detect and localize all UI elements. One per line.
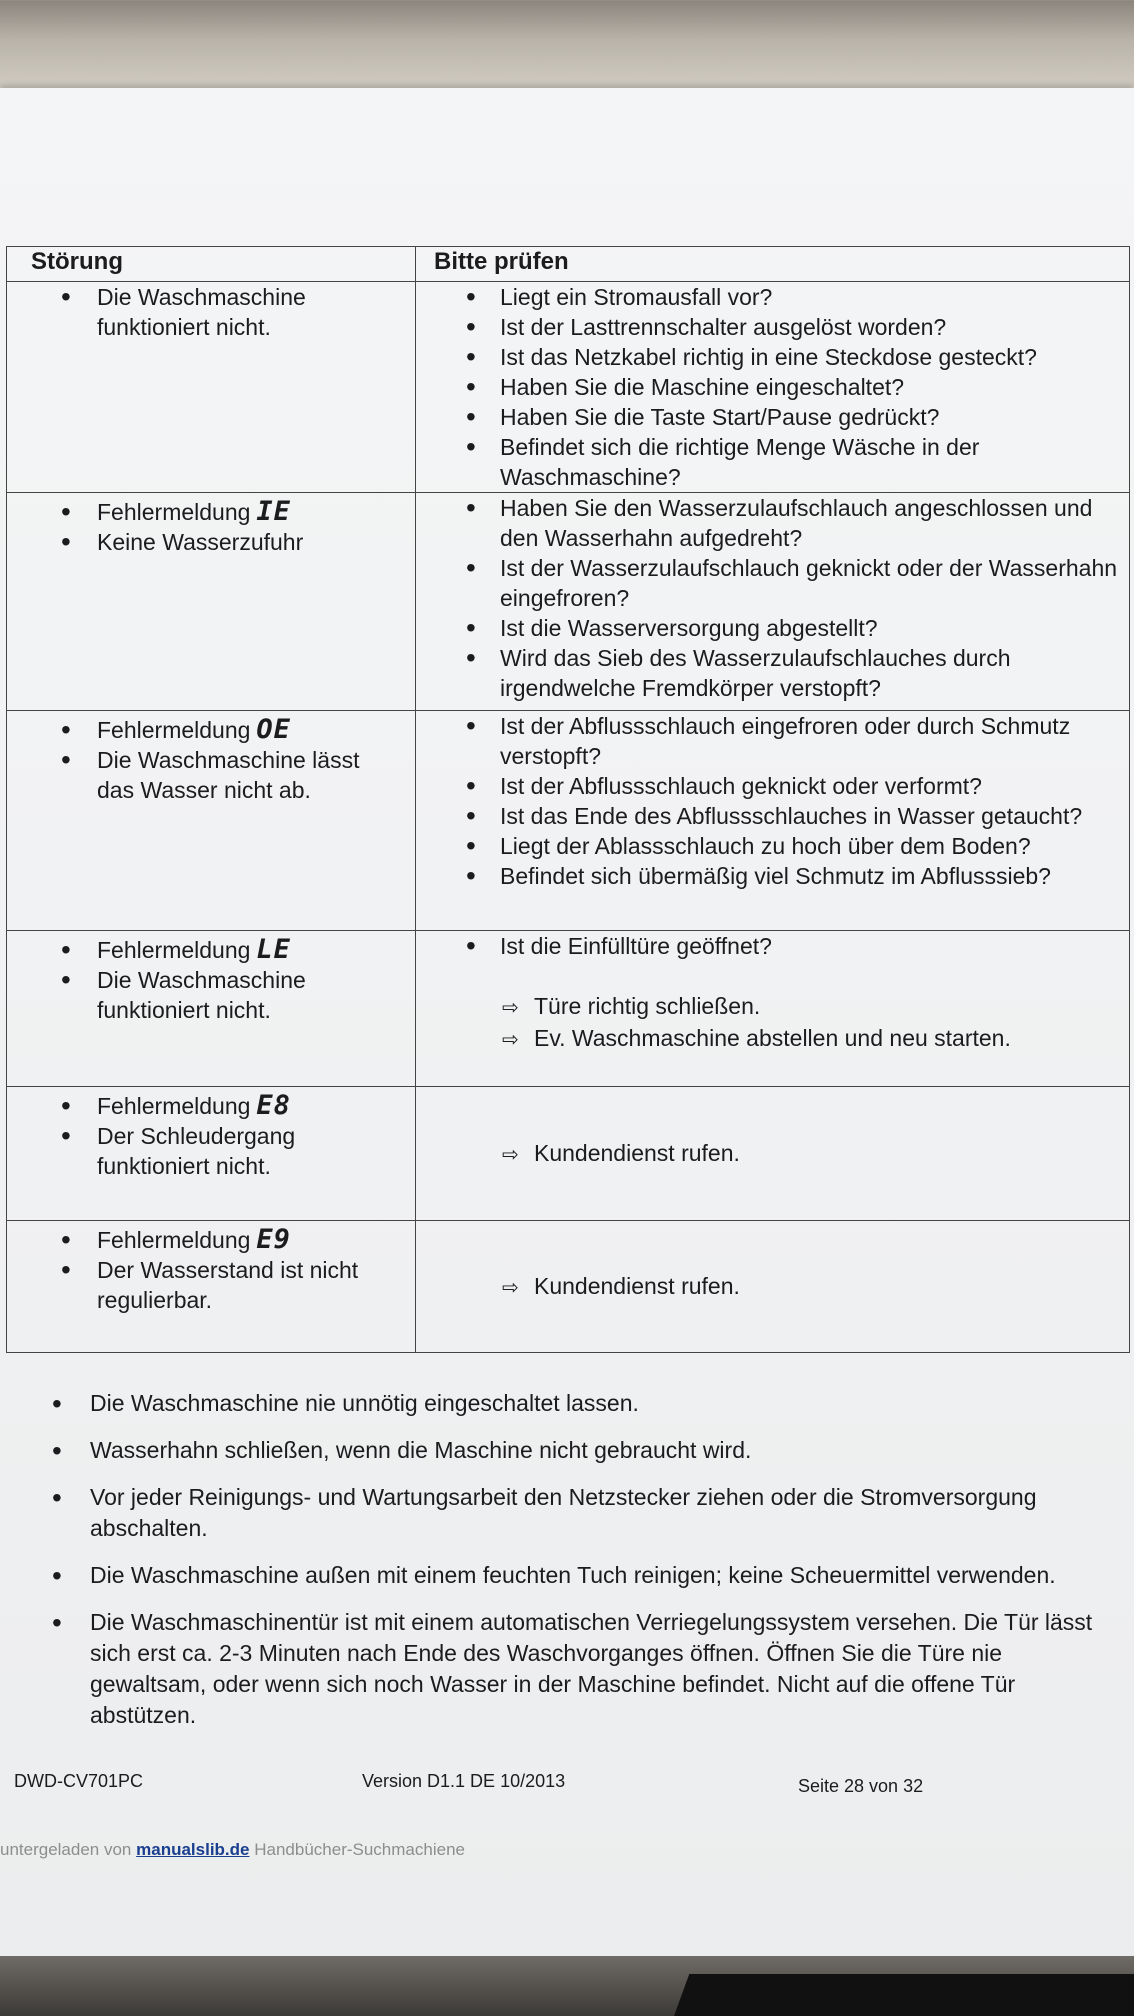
fault-cell <box>7 931 416 1087</box>
check-item: • Ist die Wasserversorgung abgestellt? <box>500 613 1123 643</box>
fault-description: • Die Waschmaschine funktioniert nicht. <box>97 282 375 342</box>
check-item: • Haben Sie die Maschine eingeschaltet? <box>500 372 1123 402</box>
note-item: • Die Waschmaschinentür ist mit einem automatischen Verriegelungssystem versehen. Die Tür lässt sich erst ca. 2-3 Minuten nach Ende des Waschvorganges öffnen. Öffnen Sie die Türe nie gewaltsam, oder wenn sich noch Wasser in der Maschine befindet. Nicht auf die offene Tür abstützen. <box>90 1607 1100 1731</box>
note-item: • Wasserhahn schließen, wenn die Maschine nicht gebraucht wird. <box>90 1435 1100 1466</box>
error-code: E8 <box>256 1090 291 1121</box>
action-line <box>416 1138 1129 1170</box>
action-line <box>416 991 1129 1023</box>
check-item: • Ist die Einfülltüre geöffnet? <box>500 931 1129 961</box>
table-row <box>7 282 1130 493</box>
table-header-row <box>7 247 1130 282</box>
credit-site-link[interactable]: manualslib.de <box>136 1840 250 1859</box>
background-surface <box>0 1956 1134 2016</box>
fault-cell <box>7 1221 416 1353</box>
check-item: • Befindet sich übermäßig viel Schmutz im Abflusssieb? <box>500 861 1123 891</box>
error-message-line <box>97 715 375 745</box>
table-row <box>7 1221 1130 1353</box>
check-item: • Haben Sie den Wasserzulaufschlauch angeschlossen und den Wasserhahn aufgedreht? <box>500 493 1123 553</box>
action-text: Kundendienst rufen. <box>534 1139 740 1166</box>
footer-model: DWD-CV701PC <box>14 1771 144 1791</box>
fault-cell <box>7 711 416 931</box>
check-cell <box>416 711 1130 931</box>
table-row <box>7 711 1130 931</box>
check-cell <box>416 931 1130 1087</box>
care-notes-list <box>90 1388 1100 1747</box>
check-item: • Liegt der Ablassschlauch zu hoch über dem Boden? <box>500 831 1123 861</box>
action-text: Ev. Waschmaschine abstellen und neu starten. <box>534 1025 1011 1051</box>
table-row <box>7 1087 1130 1221</box>
arrow-right-outline-icon: ⇨ <box>502 1143 519 1166</box>
credit-prefix: untergeladen von <box>0 1840 132 1859</box>
fault-description: • Die Waschmaschine funktioniert nicht. <box>97 965 375 1025</box>
fault-cell <box>7 1087 416 1221</box>
troubleshooting-table <box>6 246 1130 1353</box>
error-message-line <box>97 935 375 965</box>
check-item: • Ist der Abflussschlauch geknickt oder verformt? <box>500 771 1123 801</box>
arrow-right-outline-icon: ⇨ <box>502 997 519 1019</box>
check-item: • Ist der Abflussschlauch eingefroren oder durch Schmutz verstopft? <box>500 711 1123 771</box>
note-item: • Die Waschmaschine außen mit einem feuchten Tuch reinigen; keine Scheuermittel verwenden. <box>90 1560 1100 1591</box>
check-cell <box>416 1087 1130 1221</box>
arrow-right-outline-icon: ⇨ <box>502 1029 519 1051</box>
footer-version: Version D1.1 DE 10/2013 <box>362 1771 566 1791</box>
shadow-area <box>674 1974 1134 2016</box>
fault-description: • Der Wasserstand ist nicht regulierbar. <box>97 1255 375 1315</box>
error-message-line <box>97 497 415 527</box>
check-item: • Liegt ein Stromausfall vor? <box>500 282 1123 312</box>
error-label: Fehlermeldung <box>97 937 251 963</box>
action-line <box>416 1271 1129 1303</box>
check-cell <box>416 282 1130 493</box>
error-message-line <box>97 1225 375 1255</box>
check-item: • Ist der Lasttrennschalter ausgelöst worden? <box>500 312 1123 342</box>
credit-suffix: Handbücher-Suchmachiene <box>254 1840 465 1859</box>
error-code: OE <box>256 714 291 745</box>
check-item: • Befindet sich die richtige Menge Wäsche in der Waschmaschine? <box>500 432 1123 492</box>
error-label: Fehlermeldung <box>97 717 251 743</box>
error-label: Fehlermeldung <box>97 499 251 525</box>
check-item: • Haben Sie die Taste Start/Pause gedrückt? <box>500 402 1123 432</box>
error-message-line <box>97 1091 375 1121</box>
fault-description: • Keine Wasserzufuhr <box>97 527 415 557</box>
check-item: • Ist das Ende des Abflussschlauches in Wasser getaucht? <box>500 801 1123 831</box>
fault-cell <box>7 282 416 493</box>
check-cell <box>416 1221 1130 1353</box>
fault-description: • Die Waschmaschine lässt das Wasser nicht ab. <box>97 745 375 805</box>
download-credit <box>0 1840 465 1860</box>
note-item: • Die Waschmaschine nie unnötig eingeschaltet lassen. <box>90 1388 1100 1419</box>
action-line <box>416 1023 1129 1055</box>
table-row <box>7 493 1130 711</box>
fault-description: • Der Schleudergang funktioniert nicht. <box>97 1121 375 1181</box>
error-code: LE <box>256 934 291 965</box>
header-stoerung: Störung <box>7 247 416 282</box>
error-code: E9 <box>256 1224 291 1255</box>
check-item: • Wird das Sieb des Wasserzulaufschlauches durch irgendwelche Fremdkörper verstopft? <box>500 643 1123 703</box>
check-item: • Ist das Netzkabel richtig in eine Steckdose gesteckt? <box>500 342 1123 372</box>
error-label: Fehlermeldung <box>97 1093 251 1119</box>
note-item: • Vor jeder Reinigungs- und Wartungsarbeit den Netzstecker ziehen oder die Stromversorgung abschalten. <box>90 1482 1100 1544</box>
action-text: Kundendienst rufen. <box>534 1272 740 1299</box>
footer-page-number: Seite 28 von 32 <box>798 1776 924 1796</box>
check-item: • Ist der Wasserzulaufschlauch geknickt oder der Wasserhahn eingefroren? <box>500 553 1123 613</box>
error-code: IE <box>256 496 291 527</box>
table-row <box>7 931 1130 1087</box>
arrow-right-outline-icon: ⇨ <box>502 1276 519 1299</box>
check-cell <box>416 493 1130 711</box>
action-text: Türe richtig schließen. <box>534 993 761 1019</box>
error-label: Fehlermeldung <box>97 1227 251 1253</box>
header-bitte-pruefen: Bitte prüfen <box>416 247 1130 282</box>
fault-cell <box>7 493 416 711</box>
